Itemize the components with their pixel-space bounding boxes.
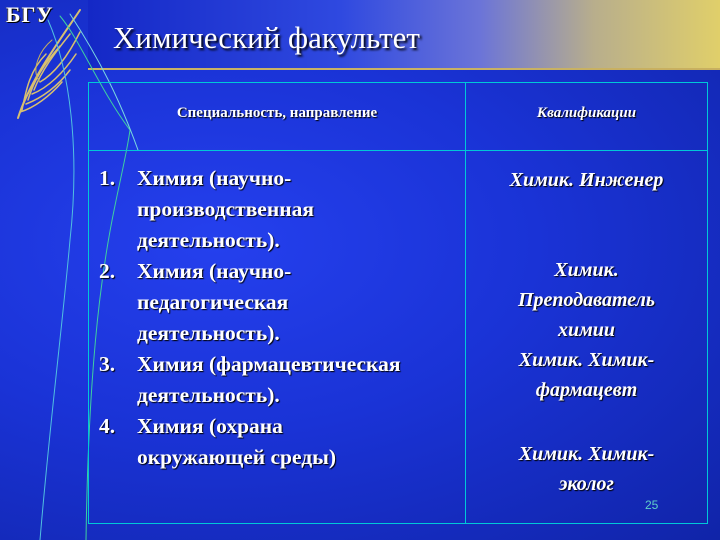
qualification-line: химии	[557, 319, 616, 341]
qualifications-table	[88, 82, 708, 524]
specialty-line: окружающей среды)	[137, 445, 337, 469]
specialty-list	[89, 163, 465, 473]
page-number: 25	[645, 498, 659, 512]
logo-text: БГУ	[6, 2, 54, 27]
qualification-line: эколог	[559, 473, 614, 495]
qualification-item	[466, 255, 707, 345]
qualification-line: Химик. Инженер	[509, 169, 664, 191]
qualification-item	[466, 345, 707, 405]
header-qualification: Квалификации	[466, 83, 708, 151]
table-header-row	[89, 83, 708, 151]
specialty-cell	[89, 151, 466, 524]
qualification-item	[466, 165, 707, 195]
specialty-number: 3.	[99, 352, 116, 376]
qualification-line: Химик.	[554, 259, 619, 281]
specialty-line: Химия (научно-	[137, 259, 292, 283]
qualification-item	[466, 439, 707, 499]
specialty-line: деятельность).	[137, 383, 280, 407]
specialty-line: Химия (научно-	[137, 166, 292, 190]
specialty-line: деятельность).	[137, 228, 280, 252]
table-body-row	[89, 151, 708, 524]
specialty-line: Химия (охрана	[137, 414, 283, 438]
specialty-line: педагогическая	[137, 290, 289, 314]
qualification-line: фармацевт	[535, 379, 638, 401]
header-specialty: Специальность, направление	[89, 83, 466, 151]
page-title: Химический факультет	[113, 20, 420, 55]
qualification-cell	[466, 151, 708, 524]
specialty-item	[89, 163, 465, 256]
specialty-line: производственная	[137, 197, 315, 221]
specialty-item	[89, 349, 465, 411]
specialty-item	[89, 256, 465, 349]
specialty-number: 2.	[99, 259, 116, 283]
qualification-line: Химик. Химик-	[518, 349, 655, 371]
specialty-line: деятельность).	[137, 321, 280, 345]
qualification-line: Химик. Химик-	[518, 443, 655, 465]
specialty-number: 4.	[99, 414, 116, 438]
specialty-number: 1.	[99, 166, 116, 190]
specialty-item	[89, 411, 465, 473]
qualification-line: Преподаватель	[517, 289, 656, 311]
header-underline	[88, 68, 720, 70]
specialty-line: Химия (фармацевтическая	[137, 352, 401, 376]
